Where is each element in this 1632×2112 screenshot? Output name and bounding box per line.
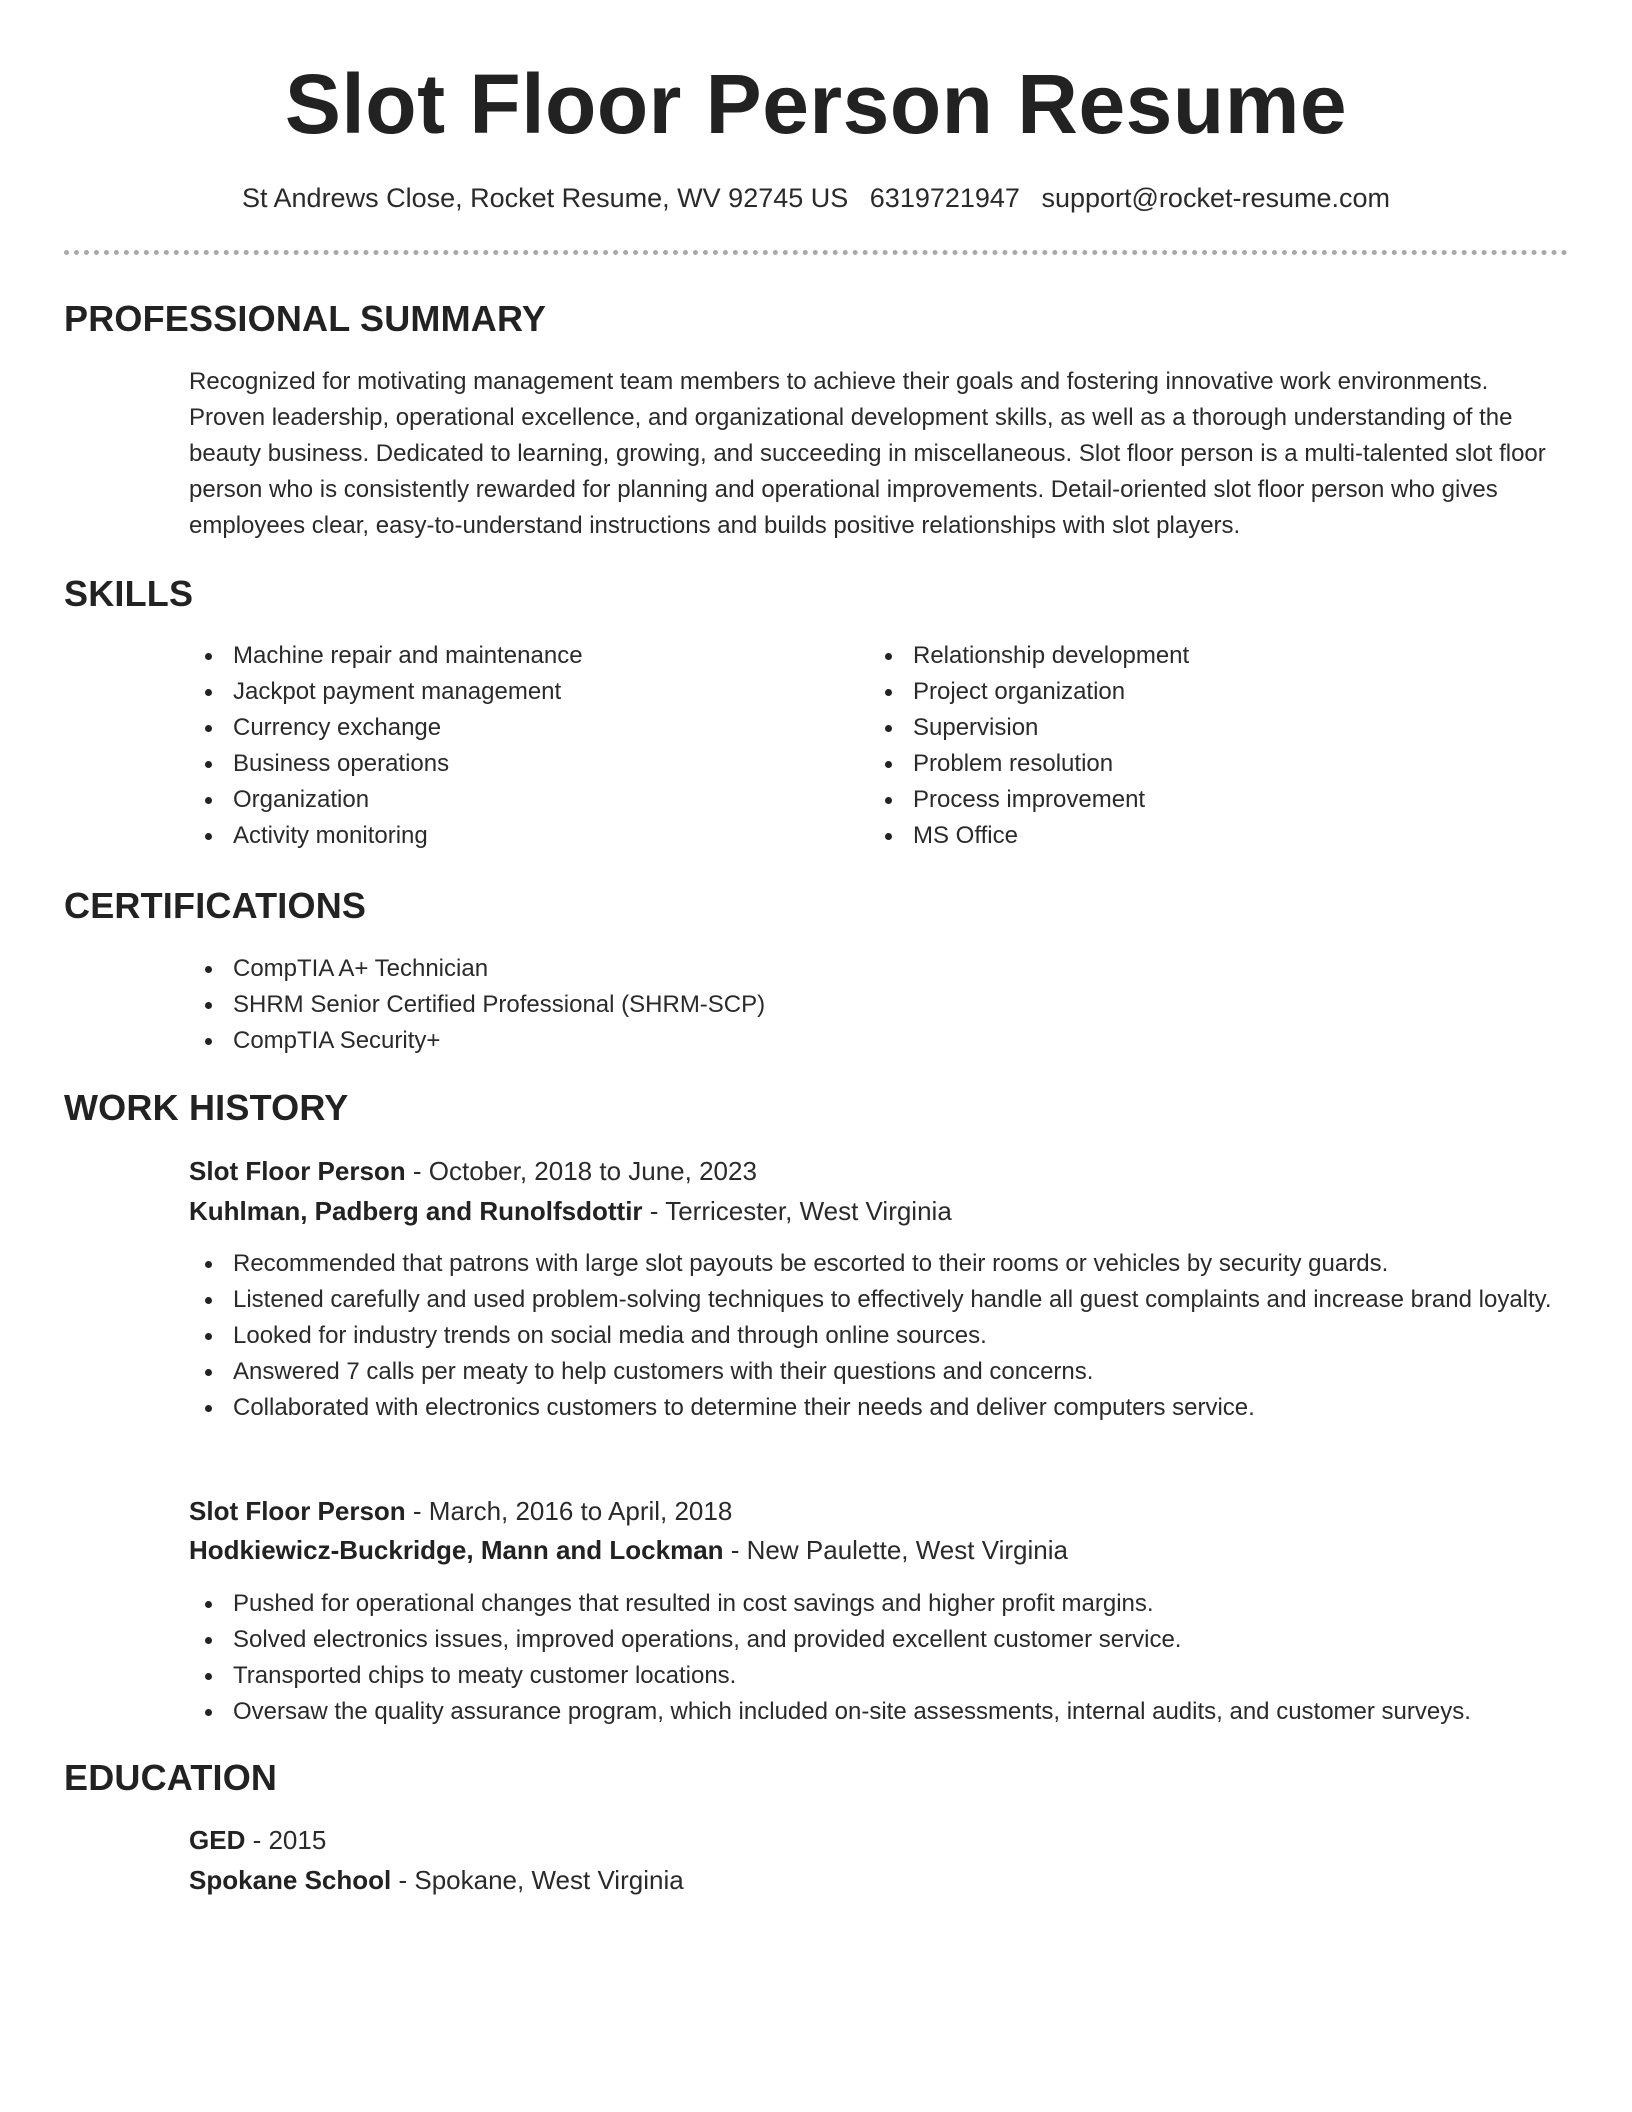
job-title: Slot Floor Person (189, 1156, 406, 1186)
job-duty-item: Listened carefully and used problem-solving techniques to effectively handle all guest complaints and increase brand loyalty. (189, 1282, 1569, 1318)
job-location: - New Paulette, West Virginia (723, 1535, 1068, 1565)
certification-item: CompTIA A+ Technician (189, 951, 1529, 987)
contact-address: St Andrews Close, Rocket Resume, WV 92745 US (242, 183, 849, 213)
skill-item: Problem resolution (869, 746, 1529, 782)
education-year: - 2015 (245, 1825, 327, 1855)
job-dates: - October, 2018 to June, 2023 (405, 1156, 757, 1186)
certifications-list (189, 951, 1529, 1059)
skill-item: Business operations (189, 746, 849, 782)
section-heading-education: EDUCATION (64, 1757, 278, 1798)
job-duty-item: Answered 7 calls per meaty to help customers with their questions and concerns. (189, 1354, 1569, 1390)
skill-item: Project organization (869, 674, 1529, 710)
job-company: Hodkiewicz-Buckridge, Mann and Lockman (189, 1535, 724, 1565)
summary-text: Recognized for motivating management team members to achieve their goals and fostering innovative work environments. Proven leadership, operational excellence, and organizational development skills, as well as a thorough understanding of the beauty business. Dedicated to learning, growing, and succeeding in miscellaneous. Slot floor person is a multi-talented slot floor person who is consistently rewarded for planning and operational improvements. Detail-oriented slot floor person who gives employees clear, easy-to-understand instructions and builds positive relationships with slot players. (189, 368, 1546, 539)
job-duties-list (189, 1246, 1569, 1426)
skills-list-left (189, 638, 849, 854)
job-duty-item: Looked for industry trends on social media and through online sources. (189, 1318, 1569, 1354)
job-title: Slot Floor Person (189, 1496, 406, 1526)
skill-item: Machine repair and maintenance (189, 638, 849, 674)
skill-item: Process improvement (869, 782, 1529, 818)
certification-item: SHRM Senior Certified Professional (SHRM-SCP) (189, 987, 1529, 1023)
skills-list-right (869, 638, 1529, 854)
skill-item: Organization (189, 782, 849, 818)
header-divider (64, 250, 1568, 255)
section-heading-summary: PROFESSIONAL SUMMARY (64, 298, 547, 339)
job-duty-item: Solved electronics issues, improved operations, and provided excellent customer service. (189, 1622, 1569, 1658)
job-duty-item: Pushed for operational changes that resulted in cost savings and higher profit margins. (189, 1586, 1569, 1622)
education-location: - Spokane, West Virginia (391, 1865, 684, 1895)
job-company-line (189, 1193, 952, 1229)
skill-item: MS Office (869, 818, 1529, 854)
education-degree: GED (189, 1825, 246, 1855)
job-duties-list (189, 1586, 1569, 1730)
job-duty-item: Oversaw the quality assurance program, which included on-site assessments, internal audits, and customer surveys. (189, 1694, 1569, 1730)
section-heading-skills: SKILLS (64, 573, 194, 614)
job-company-line (189, 1532, 1068, 1568)
page-title: Slot Floor Person Resume (284, 57, 1348, 151)
contact-info (0, 180, 1632, 216)
job-dates: - March, 2016 to April, 2018 (405, 1496, 733, 1526)
education-school: Spokane School (189, 1865, 392, 1895)
education-degree-line (189, 1822, 326, 1858)
contact-email: support@rocket-resume.com (1041, 183, 1390, 213)
job-location: - Terricester, West Virginia (642, 1196, 952, 1226)
job-duty-item: Transported chips to meaty customer locations. (189, 1658, 1569, 1694)
skill-item: Activity monitoring (189, 818, 849, 854)
skill-item: Currency exchange (189, 710, 849, 746)
job-duty-item: Collaborated with electronics customers to determine their needs and deliver computers service. (189, 1390, 1569, 1426)
education-school-line (189, 1862, 684, 1898)
skill-item: Jackpot payment management (189, 674, 849, 710)
certification-item: CompTIA Security+ (189, 1023, 1529, 1059)
contact-phone: 6319721947 (869, 183, 1020, 213)
section-heading-work-history: WORK HISTORY (64, 1087, 349, 1128)
section-heading-certifications: CERTIFICATIONS (64, 885, 367, 926)
job-title-line (189, 1493, 732, 1529)
job-company: Kuhlman, Padberg and Runolfsdottir (189, 1196, 643, 1226)
skill-item: Supervision (869, 710, 1529, 746)
job-duty-item: Recommended that patrons with large slot payouts be escorted to their rooms or vehicles by security guards. (189, 1246, 1569, 1282)
skill-item: Relationship development (869, 638, 1529, 674)
job-title-line (189, 1153, 757, 1189)
